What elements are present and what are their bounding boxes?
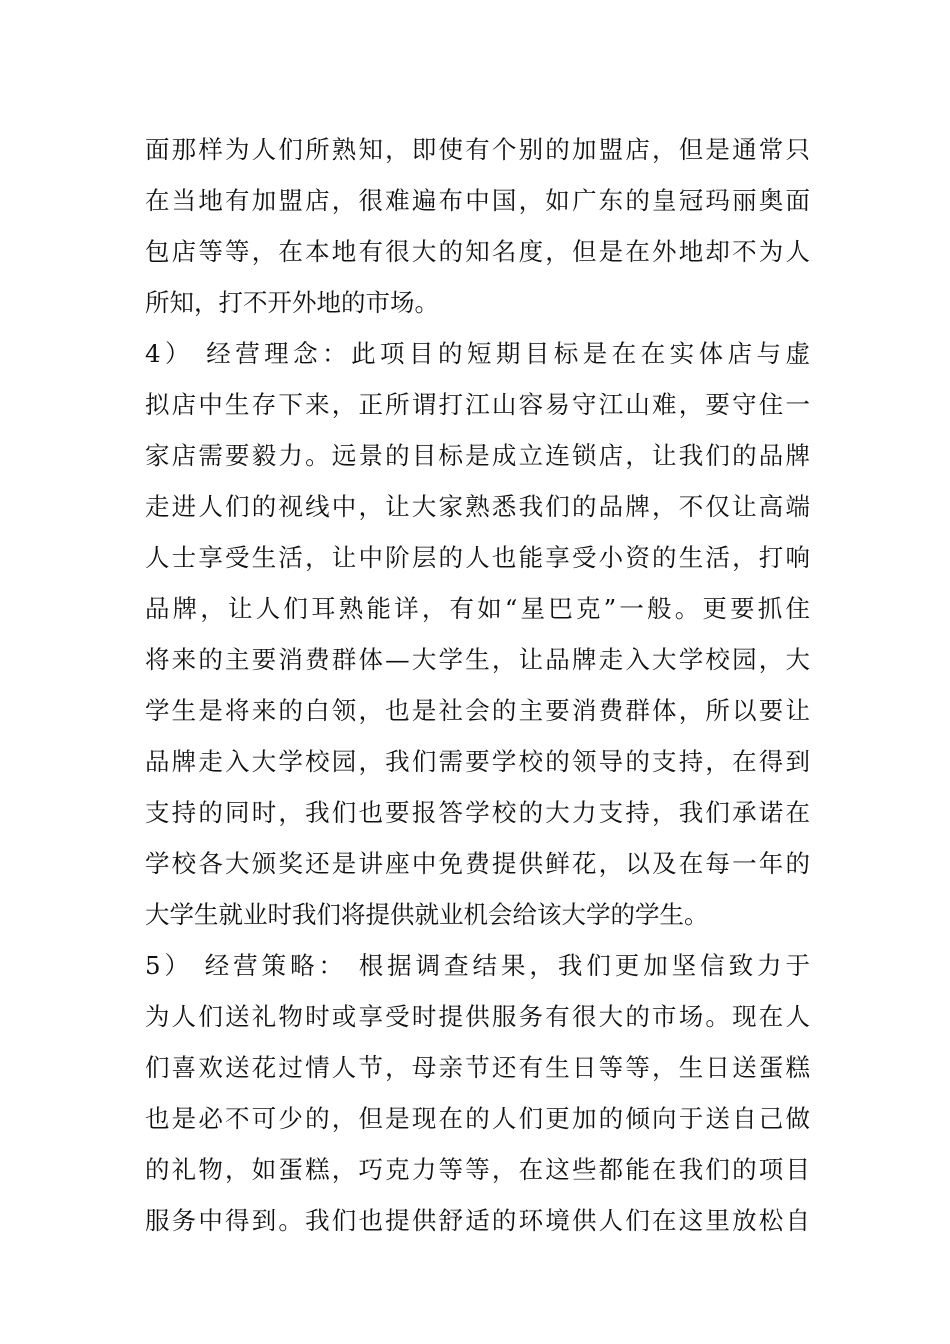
text-line: 人士享受生活，让中阶层的人也能享受小资的生活，打响 <box>145 543 810 572</box>
text-line: 在当地有加盟店，很难遍布中国，如广东的皇冠玛丽奥面 <box>145 186 810 215</box>
text-line: 5） 经营策略： 根据调查结果，我们更加坚信致力于 <box>145 951 810 980</box>
text-line: 学校各大颁奖还是讲座中免费提供鲜花，以及在每一年的 <box>145 849 810 878</box>
text-line: 们喜欢送花过情人节，母亲节还有生日等等，生日送蛋糕 <box>145 1053 810 1082</box>
text-line: 也是必不可少的，但是现在的人们更加的倾向于送自己做 <box>145 1104 810 1133</box>
text-line: 的礼物，如蛋糕，巧克力等等，在这些都能在我们的项目 <box>145 1155 810 1184</box>
text-line: 家店需要毅力。远景的目标是成立连锁店，让我们的品牌 <box>145 441 810 470</box>
text-line: 拟店中生存下来，正所谓打江山容易守江山难，要守住一 <box>145 390 810 419</box>
text-line: 4） 经营理念：此项目的短期目标是在在实体店与虚 <box>145 339 810 368</box>
text-line: 将来的主要消费群体—大学生，让品牌走入大学校园，大 <box>145 645 810 674</box>
text-line: 所知，打不开外地的市场。 <box>145 288 439 317</box>
text-line: 走进人们的视线中，让大家熟悉我们的品牌，不仅让高端 <box>145 492 810 521</box>
text-line: 学生是将来的白领，也是社会的主要消费群体，所以要让 <box>145 696 810 725</box>
text-line: 服务中得到。我们也提供舒适的环境供人们在这里放松自 <box>145 1206 810 1235</box>
text-line: 包店等等，在本地有很大的知名度，但是在外地却不为人 <box>145 237 810 266</box>
text-line: 支持的同时，我们也要报答学校的大力支持，我们承诺在 <box>145 798 810 827</box>
text-line: 面那样为人们所熟知，即使有个别的加盟店，但是通常只 <box>145 135 810 164</box>
text-line: 大学生就业时我们将提供就业机会给该大学的学生。 <box>145 900 709 929</box>
text-line: 为人们送礼物时或享受时提供服务有很大的市场。现在人 <box>145 1002 810 1031</box>
text-line: 品牌走入大学校园，我们需要学校的领导的支持，在得到 <box>145 747 810 776</box>
text-line: 品牌，让人们耳熟能详，有如“星巴克”一般。更要抓住 <box>145 594 810 623</box>
